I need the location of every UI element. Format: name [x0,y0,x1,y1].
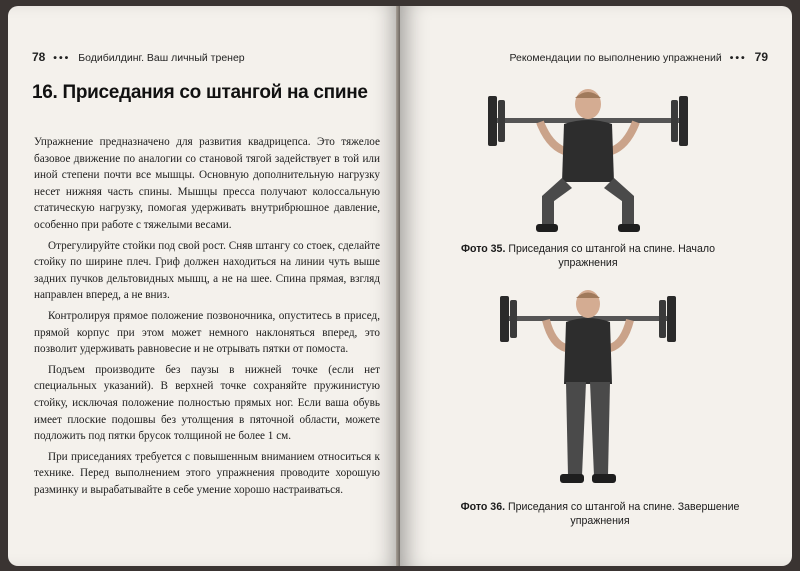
exercise-description [34,134,380,502]
left-page [8,6,400,566]
photo-36-standing [488,284,688,496]
paragraph: Отрегулируйте стойки под свой рост. Сняв штангу со стоек, сделайте стойку по ширине плеч. Гриф должен находиться на линии чуть выше задних пучков дельтовидных мышц, а не на шее. Спина прямая, взгляд направлен вперед, а не вниз. [34,239,380,302]
right-page-number: 79 [754,50,768,64]
right-page [400,6,792,566]
left-running-head-text: Бодибилдинг. Ваш личный тренер [78,52,245,64]
squat-bottom-illustration [468,78,708,238]
right-running-header [509,50,768,64]
standing-illustration [488,284,688,496]
photo-36-text: Приседания со штангой на спине. Завершение упражнения [505,501,740,527]
photo-36-caption [460,500,740,528]
header-dots: ••• [729,52,747,64]
photo-35-label: Фото 35. [460,243,506,255]
photo-35-caption [448,242,728,270]
paragraph: Упражнение предназначено для развития квадрицепса. Это тяжелое базовое движение по аналогии со становой тягой задействует в той или иной степени почти все мышцы. Основную дополнительную нагрузку несет нижняя часть спины. Мышцы пресса получают колоссальную статическую нагрузку, помогая удерживать внутрибрюшное давление, особенно при работе с тяжелыми весами. [34,136,380,231]
right-running-head-text: Рекомендации по выполнению упражнений [509,52,722,64]
photo-36-label: Фото 36. [460,501,506,513]
photo-35-text: Приседания со штангой на спине. Начало упражнения [505,243,716,269]
left-page-number: 78 [32,50,46,64]
left-running-header [32,50,245,64]
paragraph: При приседаниях требуется с повышенным вниманием относиться к технике. Перед выполнением этого упражнения проводите хорошую разминку и вырабатывайте в себе умение хорошо настраиваться. [34,450,380,496]
section-title: 16. Приседания со штангой на спине [32,82,368,103]
paragraph: Подъем производите без паузы в нижней точке (если нет специальных указаний). В верхней точке сохраняйте пружинистую стойку, исключая положение полностью прямых ног. Если ваша обувь имеет плоские подошвы без утолщения в пяточной области, можете подложить под пятки брусок толщиной не более 1 см. [34,363,380,443]
photo-35-squat-bottom [468,78,708,238]
header-dots: ••• [53,52,71,64]
paragraph: Контролируя прямое положение позвоночника, опуститесь в присед, прямой корпус при этом может немного наклоняться вперед, это позволит удерживать равновесие и не отрывать пятки от помоста. [34,309,380,356]
